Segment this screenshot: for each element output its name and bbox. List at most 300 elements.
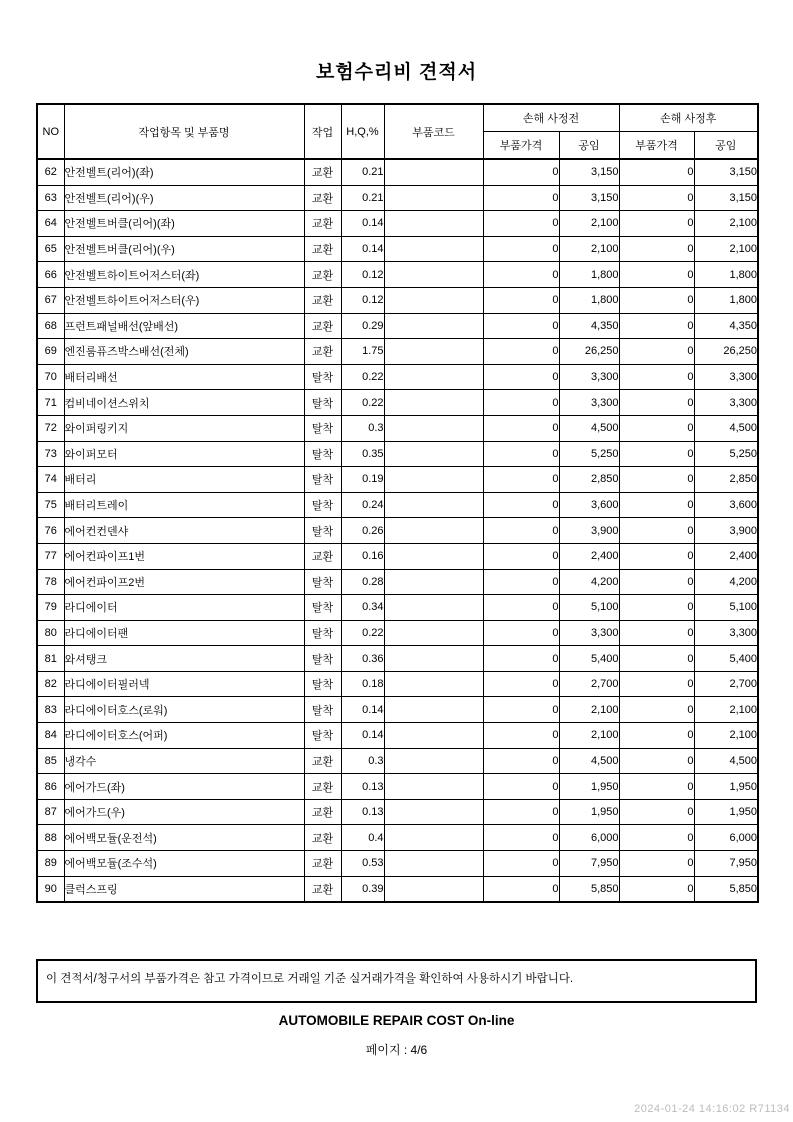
table-row: [37, 620, 758, 646]
cell-after-part-price: 0: [619, 492, 694, 518]
cell-no: 74: [37, 467, 64, 493]
cell-no: 63: [37, 185, 64, 211]
cell-after-labor: 4,200: [694, 569, 758, 595]
cell-after-labor: 2,100: [694, 236, 758, 262]
cell-part-code: [384, 159, 483, 185]
cell-hq-percent: 0.28: [341, 569, 384, 595]
cell-after-labor: 1,800: [694, 287, 758, 313]
table-row: [37, 185, 758, 211]
cell-item-name: 에어가드(우): [64, 799, 304, 825]
cell-after-labor: 5,400: [694, 646, 758, 672]
table-row: [37, 748, 758, 774]
cell-item-name: 라디에이터호스(로워): [64, 697, 304, 723]
cell-no: 81: [37, 646, 64, 672]
cell-before-labor: 1,950: [559, 799, 619, 825]
cell-item-name: 에어컨컨덴샤: [64, 518, 304, 544]
cell-after-labor: 3,600: [694, 492, 758, 518]
cell-item-name: 안전벨트(리어)(우): [64, 185, 304, 211]
cell-before-labor: 4,200: [559, 569, 619, 595]
cell-after-labor: 3,150: [694, 159, 758, 185]
cell-item-name: 와셔탱크: [64, 646, 304, 672]
cell-after-labor: 2,700: [694, 671, 758, 697]
cell-no: 85: [37, 748, 64, 774]
cell-no: 82: [37, 671, 64, 697]
cell-part-code: [384, 543, 483, 569]
cell-work-type: 탈착: [304, 569, 341, 595]
cell-before-labor: 3,900: [559, 518, 619, 544]
table-row: [37, 339, 758, 365]
table-row: [37, 723, 758, 749]
cell-after-part-price: 0: [619, 211, 694, 237]
cell-before-part-price: 0: [483, 723, 559, 749]
cell-hq-percent: 0.13: [341, 774, 384, 800]
cell-before-labor: 5,100: [559, 595, 619, 621]
cell-no: 86: [37, 774, 64, 800]
cell-item-name: 에어백모듈(운전석): [64, 825, 304, 851]
col-header-hq: H,Q,%: [341, 104, 384, 159]
col-header-work: 작업: [304, 104, 341, 159]
cell-after-labor: 1,800: [694, 262, 758, 288]
cell-hq-percent: 0.29: [341, 313, 384, 339]
cell-hq-percent: 0.16: [341, 543, 384, 569]
cell-work-type: 탈착: [304, 697, 341, 723]
cell-work-type: 교환: [304, 876, 341, 902]
cell-part-code: [384, 364, 483, 390]
cell-hq-percent: 0.35: [341, 441, 384, 467]
cell-no: 79: [37, 595, 64, 621]
col-header-before-part-price: 부품가격: [483, 132, 559, 160]
cell-after-labor: 2,100: [694, 723, 758, 749]
cell-no: 72: [37, 415, 64, 441]
cell-before-labor: 7,950: [559, 851, 619, 877]
cell-part-code: [384, 723, 483, 749]
cell-before-labor: 5,400: [559, 646, 619, 672]
cell-before-labor: 3,600: [559, 492, 619, 518]
cell-no: 66: [37, 262, 64, 288]
cell-part-code: [384, 313, 483, 339]
cell-after-part-price: 0: [619, 543, 694, 569]
cell-item-name: 라디에이터: [64, 595, 304, 621]
cell-hq-percent: 0.26: [341, 518, 384, 544]
cell-no: 76: [37, 518, 64, 544]
cell-part-code: [384, 236, 483, 262]
cell-after-part-price: 0: [619, 671, 694, 697]
cell-before-labor: 3,300: [559, 390, 619, 416]
cell-before-labor: 3,150: [559, 159, 619, 185]
cell-after-part-price: 0: [619, 569, 694, 595]
col-header-part-code: 부품코드: [384, 104, 483, 159]
cell-work-type: 교환: [304, 543, 341, 569]
cell-before-part-price: 0: [483, 697, 559, 723]
cell-no: 89: [37, 851, 64, 877]
cell-after-part-price: 0: [619, 287, 694, 313]
cell-after-part-price: 0: [619, 313, 694, 339]
cell-after-labor: 4,500: [694, 748, 758, 774]
cell-after-labor: 2,400: [694, 543, 758, 569]
cell-after-labor: 26,250: [694, 339, 758, 365]
cell-after-part-price: 0: [619, 646, 694, 672]
table-row: [37, 825, 758, 851]
cell-item-name: 에어컨파이프2번: [64, 569, 304, 595]
cell-before-part-price: 0: [483, 313, 559, 339]
cell-before-part-price: 0: [483, 467, 559, 493]
timestamp-watermark: 2024-01-24 14:16:02 R71134: [634, 1103, 790, 1115]
cell-item-name: 안전벨트버클(리어)(좌): [64, 211, 304, 237]
cell-work-type: 교환: [304, 339, 341, 365]
cell-before-labor: 4,500: [559, 415, 619, 441]
cell-hq-percent: 0.22: [341, 364, 384, 390]
table-row: [37, 364, 758, 390]
cell-no: 90: [37, 876, 64, 902]
cell-no: 62: [37, 159, 64, 185]
cell-before-labor: 4,350: [559, 313, 619, 339]
cell-hq-percent: 0.34: [341, 595, 384, 621]
cell-part-code: [384, 339, 483, 365]
cell-after-part-price: 0: [619, 390, 694, 416]
cell-part-code: [384, 492, 483, 518]
col-header-after-labor: 공임: [694, 132, 758, 160]
cell-work-type: 교환: [304, 185, 341, 211]
cell-before-labor: 3,150: [559, 185, 619, 211]
table-row: [37, 441, 758, 467]
cell-work-type: 교환: [304, 799, 341, 825]
cell-item-name: 프런트패널배선(앞배선): [64, 313, 304, 339]
cell-hq-percent: 0.4: [341, 825, 384, 851]
table-row: [37, 262, 758, 288]
cell-after-labor: 6,000: [694, 825, 758, 851]
cell-no: 69: [37, 339, 64, 365]
cell-part-code: [384, 851, 483, 877]
cell-after-part-price: 0: [619, 185, 694, 211]
table-row: [37, 287, 758, 313]
cell-work-type: 탈착: [304, 723, 341, 749]
cell-after-part-price: 0: [619, 876, 694, 902]
cell-item-name: 컴비네이션스위치: [64, 390, 304, 416]
cell-after-labor: 3,300: [694, 620, 758, 646]
cell-before-part-price: 0: [483, 339, 559, 365]
cell-hq-percent: 0.12: [341, 262, 384, 288]
cell-before-part-price: 0: [483, 364, 559, 390]
cell-before-part-price: 0: [483, 492, 559, 518]
cell-before-part-price: 0: [483, 287, 559, 313]
cell-before-labor: 2,100: [559, 723, 619, 749]
cell-part-code: [384, 774, 483, 800]
cell-item-name: 안전벨트하이트어저스터(우): [64, 287, 304, 313]
cell-before-part-price: 0: [483, 441, 559, 467]
cell-after-part-price: 0: [619, 339, 694, 365]
cell-after-part-price: 0: [619, 467, 694, 493]
cell-after-labor: 3,300: [694, 390, 758, 416]
cell-no: 71: [37, 390, 64, 416]
cell-item-name: 안전벨트하이트어저스터(좌): [64, 262, 304, 288]
brand-line: AUTOMOBILE REPAIR COST On-line: [278, 1013, 515, 1028]
cell-work-type: 교환: [304, 851, 341, 877]
table-row: [37, 876, 758, 902]
cell-before-part-price: 0: [483, 774, 559, 800]
table-row: [37, 467, 758, 493]
cell-work-type: 탈착: [304, 646, 341, 672]
cell-work-type: 교환: [304, 262, 341, 288]
table-row: [37, 211, 758, 237]
cell-no: 64: [37, 211, 64, 237]
page-indicator: 페이지 : 4/6: [365, 1043, 428, 1057]
document-title: 보험수리비 견적서: [315, 62, 478, 83]
table-row: [37, 595, 758, 621]
cell-no: 70: [37, 364, 64, 390]
col-header-after-part-price: 부품가격: [619, 132, 694, 160]
cell-after-labor: 1,950: [694, 774, 758, 800]
cell-no: 65: [37, 236, 64, 262]
cell-no: 84: [37, 723, 64, 749]
cell-before-labor: 2,100: [559, 211, 619, 237]
cell-item-name: 와이퍼링키지: [64, 415, 304, 441]
cell-before-part-price: 0: [483, 799, 559, 825]
cell-before-part-price: 0: [483, 851, 559, 877]
cell-after-part-price: 0: [619, 799, 694, 825]
cell-no: 73: [37, 441, 64, 467]
notice-text: 이 견적서/청구서의 부품가격은 참고 가격이므로 거래일 기준 실거래가격을 확인하여 사용하시기 바랍니다.: [46, 973, 574, 985]
cell-before-part-price: 0: [483, 390, 559, 416]
cell-part-code: [384, 595, 483, 621]
cell-before-part-price: 0: [483, 825, 559, 851]
cell-before-labor: 1,800: [559, 287, 619, 313]
cell-after-part-price: 0: [619, 415, 694, 441]
cell-after-labor: 2,850: [694, 467, 758, 493]
cell-work-type: 탈착: [304, 620, 341, 646]
cell-part-code: [384, 748, 483, 774]
cell-no: 83: [37, 697, 64, 723]
cell-after-part-price: 0: [619, 236, 694, 262]
table-row: [37, 851, 758, 877]
cell-part-code: [384, 697, 483, 723]
cell-work-type: 탈착: [304, 415, 341, 441]
cell-item-name: 배터리트레이: [64, 492, 304, 518]
notice-box: [36, 959, 757, 1003]
cell-no: 78: [37, 569, 64, 595]
cell-before-labor: 26,250: [559, 339, 619, 365]
cell-work-type: 교환: [304, 825, 341, 851]
estimate-table: [36, 103, 759, 903]
cell-after-part-price: 0: [619, 620, 694, 646]
cell-part-code: [384, 262, 483, 288]
cell-item-name: 라디에이터필러넥: [64, 671, 304, 697]
cell-after-part-price: 0: [619, 697, 694, 723]
cell-part-code: [384, 569, 483, 595]
cell-after-labor: 2,100: [694, 697, 758, 723]
col-group-after-assessment: 손해 사정후: [619, 104, 758, 132]
cell-part-code: [384, 287, 483, 313]
cell-hq-percent: 0.21: [341, 185, 384, 211]
cell-part-code: [384, 799, 483, 825]
cell-after-part-price: 0: [619, 262, 694, 288]
cell-before-part-price: 0: [483, 262, 559, 288]
cell-hq-percent: 0.39: [341, 876, 384, 902]
cell-hq-percent: 0.14: [341, 723, 384, 749]
cell-after-labor: 5,850: [694, 876, 758, 902]
cell-after-part-price: 0: [619, 441, 694, 467]
col-header-no: NO: [37, 104, 64, 159]
cell-after-labor: 4,500: [694, 415, 758, 441]
table-row: [37, 697, 758, 723]
cell-before-labor: 2,700: [559, 671, 619, 697]
cell-after-part-price: 0: [619, 723, 694, 749]
cell-before-labor: 6,000: [559, 825, 619, 851]
cell-work-type: 교환: [304, 236, 341, 262]
cell-no: 80: [37, 620, 64, 646]
cell-before-labor: 3,300: [559, 364, 619, 390]
cell-work-type: 교환: [304, 313, 341, 339]
cell-after-labor: 3,300: [694, 364, 758, 390]
cell-work-type: 탈착: [304, 364, 341, 390]
cell-before-labor: 2,100: [559, 236, 619, 262]
cell-hq-percent: 0.19: [341, 467, 384, 493]
cell-work-type: 탈착: [304, 518, 341, 544]
table-row: [37, 390, 758, 416]
cell-work-type: 탈착: [304, 441, 341, 467]
cell-before-part-price: 0: [483, 620, 559, 646]
cell-hq-percent: 0.3: [341, 748, 384, 774]
cell-before-part-price: 0: [483, 211, 559, 237]
cell-item-name: 와이퍼모터: [64, 441, 304, 467]
cell-before-part-price: 0: [483, 569, 559, 595]
cell-work-type: 탈착: [304, 467, 341, 493]
cell-after-labor: 4,350: [694, 313, 758, 339]
cell-work-type: 탈착: [304, 492, 341, 518]
cell-before-part-price: 0: [483, 185, 559, 211]
cell-item-name: 안전벨트버클(리어)(우): [64, 236, 304, 262]
cell-part-code: [384, 415, 483, 441]
cell-hq-percent: 1.75: [341, 339, 384, 365]
cell-part-code: [384, 876, 483, 902]
cell-work-type: 교환: [304, 159, 341, 185]
cell-hq-percent: 0.14: [341, 236, 384, 262]
cell-item-name: 라디에이터호스(어퍼): [64, 723, 304, 749]
cell-before-labor: 1,950: [559, 774, 619, 800]
cell-no: 77: [37, 543, 64, 569]
cell-no: 67: [37, 287, 64, 313]
cell-work-type: 탈착: [304, 595, 341, 621]
cell-work-type: 교환: [304, 211, 341, 237]
col-group-before-assessment: 손해 사정전: [483, 104, 619, 132]
cell-hq-percent: 0.36: [341, 646, 384, 672]
cell-work-type: 탈착: [304, 390, 341, 416]
cell-hq-percent: 0.21: [341, 159, 384, 185]
cell-hq-percent: 0.14: [341, 697, 384, 723]
cell-before-labor: 5,250: [559, 441, 619, 467]
cell-part-code: [384, 518, 483, 544]
cell-item-name: 클럭스프링: [64, 876, 304, 902]
cell-before-labor: 2,100: [559, 697, 619, 723]
table-row: [37, 313, 758, 339]
cell-item-name: 냉각수: [64, 748, 304, 774]
cell-hq-percent: 0.14: [341, 211, 384, 237]
cell-work-type: 탈착: [304, 671, 341, 697]
cell-after-part-price: 0: [619, 774, 694, 800]
cell-no: 68: [37, 313, 64, 339]
cell-hq-percent: 0.18: [341, 671, 384, 697]
cell-part-code: [384, 467, 483, 493]
table-row: [37, 799, 758, 825]
cell-no: 88: [37, 825, 64, 851]
cell-hq-percent: 0.24: [341, 492, 384, 518]
cell-item-name: 배터리: [64, 467, 304, 493]
cell-item-name: 안전벨트(리어)(좌): [64, 159, 304, 185]
cell-after-labor: 5,100: [694, 595, 758, 621]
table-row: [37, 646, 758, 672]
cell-hq-percent: 0.3: [341, 415, 384, 441]
cell-part-code: [384, 671, 483, 697]
cell-before-part-price: 0: [483, 748, 559, 774]
col-header-before-labor: 공임: [559, 132, 619, 160]
cell-after-part-price: 0: [619, 595, 694, 621]
cell-hq-percent: 0.13: [341, 799, 384, 825]
table-row: [37, 159, 758, 185]
cell-after-part-price: 0: [619, 825, 694, 851]
cell-work-type: 교환: [304, 748, 341, 774]
cell-before-part-price: 0: [483, 518, 559, 544]
cell-hq-percent: 0.22: [341, 390, 384, 416]
cell-before-labor: 5,850: [559, 876, 619, 902]
cell-item-name: 에어가드(좌): [64, 774, 304, 800]
cell-hq-percent: 0.22: [341, 620, 384, 646]
cell-item-name: 라디에이터팬: [64, 620, 304, 646]
cell-before-part-price: 0: [483, 159, 559, 185]
table-row: [37, 543, 758, 569]
cell-before-part-price: 0: [483, 876, 559, 902]
cell-part-code: [384, 620, 483, 646]
table-row: [37, 518, 758, 544]
cell-part-code: [384, 825, 483, 851]
table-row: [37, 671, 758, 697]
cell-after-labor: 7,950: [694, 851, 758, 877]
cell-before-part-price: 0: [483, 236, 559, 262]
cell-before-part-price: 0: [483, 671, 559, 697]
cell-before-labor: 3,300: [559, 620, 619, 646]
cell-part-code: [384, 185, 483, 211]
cell-part-code: [384, 646, 483, 672]
cell-before-part-price: 0: [483, 543, 559, 569]
cell-no: 87: [37, 799, 64, 825]
cell-part-code: [384, 441, 483, 467]
cell-item-name: 에어백모듈(조수석): [64, 851, 304, 877]
cell-work-type: 교환: [304, 287, 341, 313]
cell-before-part-price: 0: [483, 595, 559, 621]
cell-item-name: 에어컨파이프1번: [64, 543, 304, 569]
cell-part-code: [384, 211, 483, 237]
table-row: [37, 492, 758, 518]
cell-after-labor: 2,100: [694, 211, 758, 237]
cell-no: 75: [37, 492, 64, 518]
cell-after-labor: 5,250: [694, 441, 758, 467]
cell-after-labor: 3,900: [694, 518, 758, 544]
cell-before-part-price: 0: [483, 415, 559, 441]
table-row: [37, 569, 758, 595]
cell-work-type: 교환: [304, 774, 341, 800]
col-header-item: 작업항목 및 부품명: [64, 104, 304, 159]
cell-before-labor: 2,400: [559, 543, 619, 569]
table-row: [37, 774, 758, 800]
cell-after-part-price: 0: [619, 159, 694, 185]
cell-after-part-price: 0: [619, 748, 694, 774]
cell-after-labor: 1,950: [694, 799, 758, 825]
cell-part-code: [384, 390, 483, 416]
cell-after-labor: 3,150: [694, 185, 758, 211]
table-row: [37, 415, 758, 441]
table-row: [37, 236, 758, 262]
cell-after-part-price: 0: [619, 851, 694, 877]
cell-item-name: 배터리배선: [64, 364, 304, 390]
cell-before-labor: 1,800: [559, 262, 619, 288]
